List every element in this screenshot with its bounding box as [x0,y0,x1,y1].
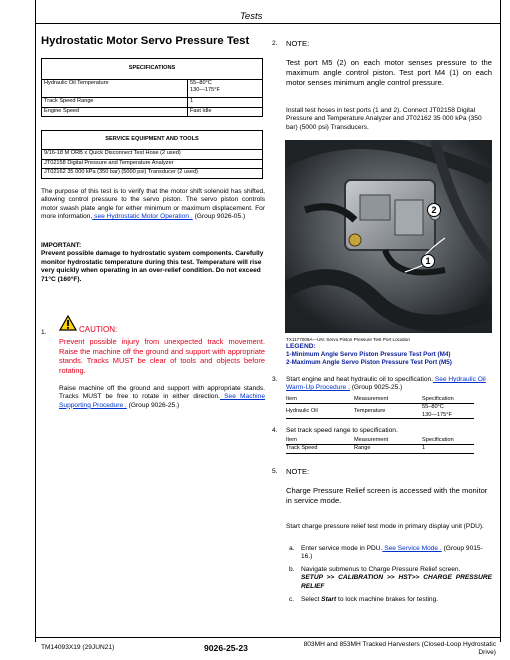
legend-item: 1-Minimum Angle Servo Piston Pressure Test Port (M4) [286,351,451,358]
col-header: Item [286,396,297,402]
substep-a-ref: (Group 9015-16.) [301,545,483,561]
step-3-text [286,376,492,393]
running-header: Tests [240,11,263,22]
col-header: Measurement [354,396,389,402]
col-header: Item [286,437,297,443]
spec-item: Engine Speed [42,107,188,117]
figure-caption: TX1177009A—UN: Servo Piston Pressure Test Port Location [286,337,410,342]
step-2-text: Install test hoses in test ports (1 and 2). Connect JT02158 Digital Pressure and Temperature Analyzer and JT02162 35 000 kPa (350 bar) (5000 psi) Transducers. [286,107,482,131]
menu-path: SETUP >> CALIBRATION >> HST>> CHARGE PRESSURE RELIEF [301,574,492,590]
table-cell: Range [354,445,371,452]
step-5-text: Start charge pressure relief test mode in primary display unit (PDU). [286,523,484,530]
step-2-note-label: NOTE: [286,39,310,48]
specifications-table [41,58,263,117]
hydrostatic-motor-operation-link[interactable]: see Hydrostatic Motor Operation . [92,213,193,221]
spec-value: Fast Idle [188,107,263,117]
step-2-number: 2. [272,40,278,47]
spec-value-metric: 55–80°C [190,80,212,86]
spec-value [188,80,263,98]
important-block [41,242,265,284]
service-mode-link[interactable]: See Service Mode . [382,545,442,552]
spec-item: Track Speed Range [42,98,188,108]
machine-supporting-procedure-link[interactable]: See Machine Supporting Procedure . [59,393,265,409]
page-title: Hydrostatic Motor Servo Pressure Test [41,35,250,47]
step-1-text [59,385,265,410]
col-header: Specification [422,437,454,443]
step-1-number: 1. [41,329,47,336]
substep-b [301,566,492,591]
warning-triangle-icon [59,315,77,331]
footer-page-number: 9026-25-23 [204,643,248,653]
col-header: Measurement [354,437,389,443]
step-3-table-bottom-rule [286,418,474,419]
footer-doc-id: TM14093X19 (29JUN21) [41,644,115,651]
substep-c-keyword: Start [321,596,337,603]
spec-value-imperial: 130—175°F [190,87,220,94]
step-5-note-label: NOTE: [286,467,310,476]
table-cell [422,404,474,419]
caution-label: CAUTION: [79,325,118,334]
substep-a-text: Enter service mode in PDU. [301,545,383,552]
important-heading: IMPORTANT: [41,242,82,249]
substep-b-label: b. [289,566,295,573]
step-3-spec-table [286,396,474,419]
footer-book-title: 803MH and 853MH Tracked Harvesters (Closed-Loop Hydrostatic Drive) [303,641,496,656]
page-border-left [35,0,36,642]
spec-item: Hydraulic Oil Temperature [42,80,188,98]
step-3-body: Start engine and heat hydraulic oil to specification. [286,376,433,383]
col-header: Specification [422,396,454,402]
servo-test-port-photo [285,140,492,333]
important-text: Prevent possible damage to hydrostatic system components. Carefully monitor hydrostatic temperature during this test. Temperature will rise very quickly when operating in an over-relief condition. Do not exceed 71°C (160°F). [41,250,264,283]
step-2-note: Test port M5 (2) on each motor senses pressure to the maximum angle control piston. Test port M4 (1) on each motor senses minimum angle control pressure. [286,58,492,87]
step-4-number: 4. [272,427,278,434]
hydraulic-oil-warm-up-link[interactable]: See Hydraulic Oil Warm-Up Procedure . [286,376,486,392]
step-3-ref: (Group 9025-25.) [349,384,403,392]
equipment-item: JT02158 Digital Pressure and Temperature Analyzer [42,159,263,169]
spec-value-metric: 55–80°C [422,404,444,411]
equipment-item: 9/16-18 M ORB x Quick Disconnect Test Hose (2 used) [42,150,263,160]
footer-rule [35,637,501,638]
purpose-paragraph [41,188,265,222]
substep-c-post: to lock machine brakes for testing. [336,596,439,603]
table-cell: Hydraulic Oil [286,408,318,415]
substep-b-text: Navigate submenus to Charge Pressure Relief screen. [301,566,461,573]
page-border-right [500,0,501,642]
substep-a [301,545,492,562]
step-5-number: 5. [272,468,278,475]
equipment-item: JT02162 35 000 kPa (350 bar) (5000 psi) Transducer (2 used) [42,169,263,179]
table-cell: Temperature [354,408,386,415]
step-4-spec-table [286,437,474,454]
legend-title: LEGEND: [286,343,316,350]
equipment-table [41,130,263,179]
spec-value-imperial: 130—175°F [422,411,452,418]
equipment-heading: SERVICE EQUIPMENT AND TOOLS [42,131,263,150]
spec-value: 1 [188,98,263,108]
step-1-ref: (Group 9026-25.) [126,401,180,409]
step-5-note: Charge Pressure Relief screen is accessed with the monitor in service mode. [286,486,488,505]
substep-c [301,596,492,604]
substep-c-label: c. [289,596,295,603]
purpose-text: The purpose of this test is to verify that the motor shift solenoid has shifted, allowing control pressure to the servo piston. The servo piston controls motor swash plate angle for either minimum or maximum displacement. For more information, [41,188,265,221]
caution-text: Prevent possible injury from unexpected track movement. Raise the machine off the ground and support with appropriate stands. Tracks MUST be clear of tools and objects before rotating. [59,337,265,375]
step-3-number: 3. [272,376,278,383]
table-cell: 1 [422,445,426,452]
table-cell: Track Speed [286,445,318,452]
substep-c-pre: Select [301,596,322,603]
purpose-ref: (Group 9026-05.) [192,213,246,221]
specifications-heading: SPECIFICATIONS [42,59,263,80]
substep-a-label: a. [289,545,295,552]
legend-item: 2-Maximum Angle Servo Piston Pressure Test Port (M5) [286,359,452,366]
step-4-text: Set track speed range to specification. [286,427,398,434]
step-1-body: Raise machine off the ground and support with appropriate stands. Tracks MUST be free to rotate in either direction. [59,385,265,401]
callout-2: 2 [427,203,441,217]
callout-1: 1 [421,254,435,268]
header-rule [35,23,501,24]
